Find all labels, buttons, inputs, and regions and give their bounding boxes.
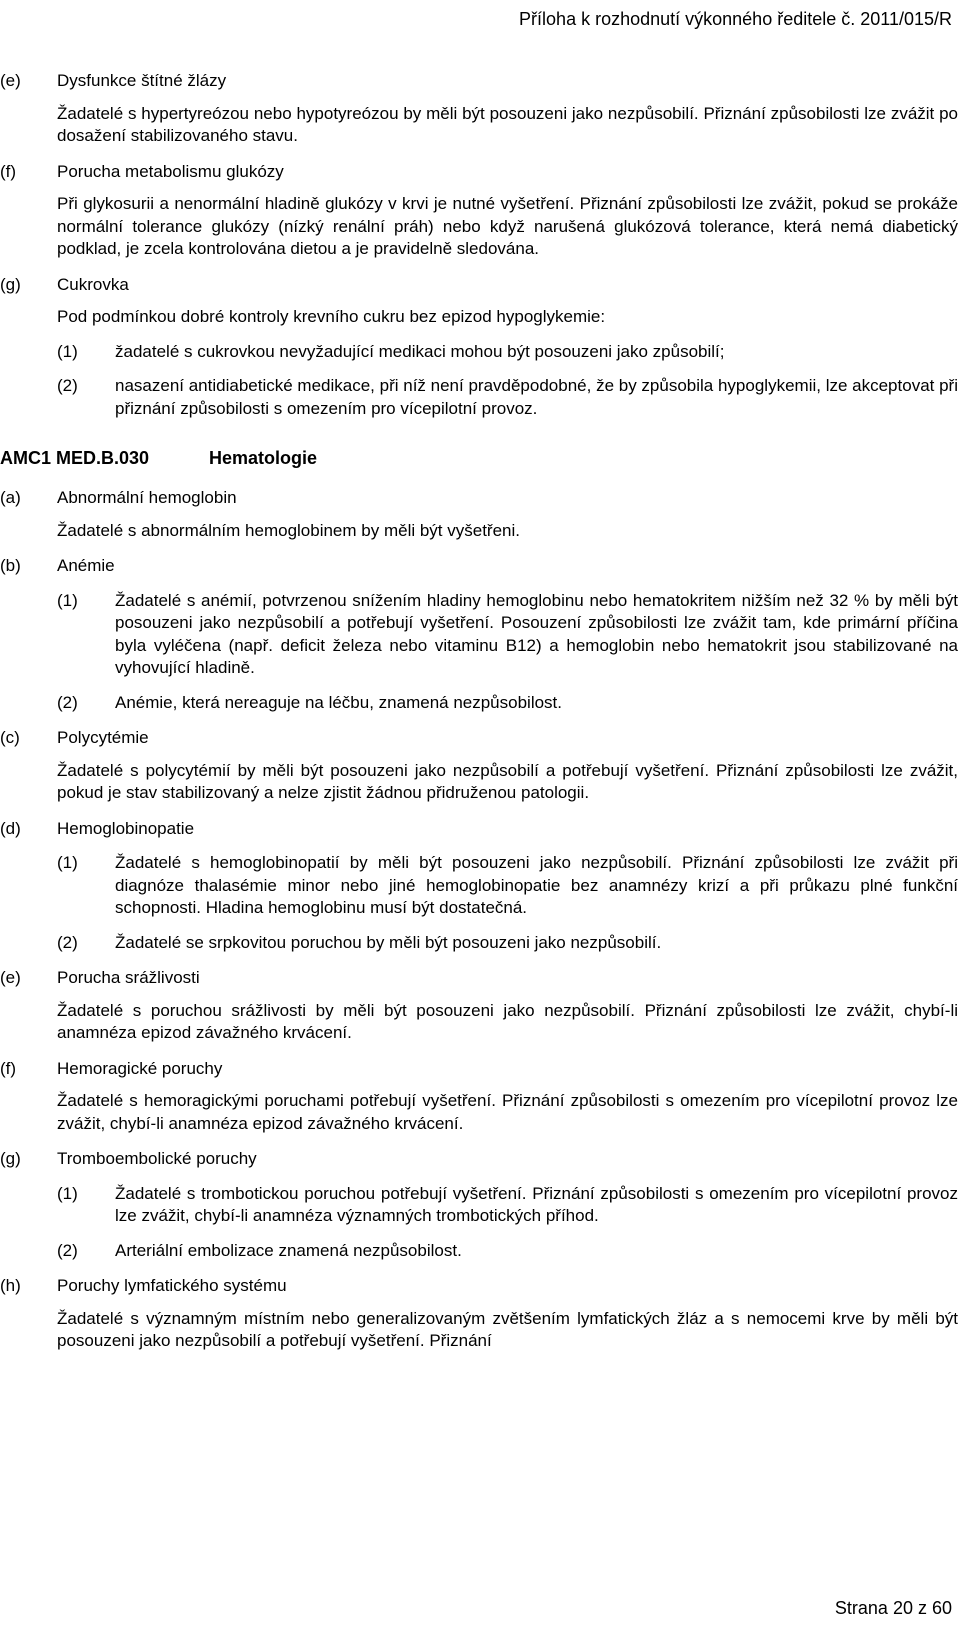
list-item-number: (1) — [57, 341, 78, 361]
amc-title: Hematologie — [209, 448, 318, 468]
section — [0, 70, 960, 148]
list-item-number: (2) — [57, 692, 78, 712]
section — [0, 727, 960, 805]
section-title: Dysfunkce štítné žlázy — [57, 71, 227, 90]
section-letter: (c) — [0, 728, 20, 747]
page-footer: Strana 20 z 60 — [834, 1598, 952, 1618]
page-header: Příloha k rozhodnutí výkonného ředitele č. 2011/015/R — [519, 9, 952, 29]
list-item-text: Žadatelé s anémií, potvrzenou snížením hladiny hemoglobinu nebo hematokritem nižším než 32 % by měli být posouzeni jako nezpůsobilí a potřebují vyšetření. Posouzení způsobilosti lze zvážit tam, kde primární příčina byla vyléčena (např. deficit železa nebo vitaminu B12) a hemoglobin nebo hematokrit jsou stabilizované na vyhovující hladině. — [115, 590, 958, 677]
list-item — [57, 341, 960, 364]
paragraph: Žadatelé s abnormálním hemoglobinem by měli být vyšetřeni. — [57, 520, 520, 540]
list-item-text: nasazení antidiabetické medikace, při níž není pravděpodobné, že by způsobila hypoglykemii, lze akceptovat při přiznání způsobilosti s omezením pro vícepilotní provoz. — [115, 376, 958, 418]
section — [0, 1058, 960, 1136]
section — [0, 161, 960, 261]
paragraph: Pod podmínkou dobré kontroly krevního cukru bez epizod hypoglykemie: — [57, 307, 606, 326]
section-title: Hemoglobinopatie — [57, 818, 195, 838]
section-title: Tromboembolické poruchy — [57, 1149, 257, 1168]
section — [0, 1275, 960, 1353]
list-item — [57, 852, 960, 920]
section-letter: (g) — [0, 274, 21, 294]
list-item — [57, 692, 960, 715]
section-letter: (e) — [0, 71, 21, 90]
list-item-text: Arteriální embolizace znamená nezpůsobilost. — [115, 1240, 462, 1260]
section-title: Porucha metabolismu glukózy — [57, 161, 284, 181]
list-item-number: (2) — [57, 376, 78, 395]
section — [0, 1148, 960, 1262]
list-item — [57, 375, 960, 420]
paragraph: Žadatelé s významným místním nebo generalizovaným zvětšením lymfatických žláz a s nemocemi krve by měli být posouzeni jako nezpůsobilí a potřebují vyšetření. Přiznání — [57, 1308, 958, 1350]
list-item-text: Žadatelé s hemoglobinopatií by měli být posouzeni jako nezpůsobilí. Přiznání způsobilosti lze zvážit při diagnóze thalasémie minor nebo jiné hemoglobinopatie bez anamnézy krizí a při průkazu plné funkční schopnosti. Hladina hemoglobinu musí být dostatečná. — [115, 853, 958, 917]
section-title: Polycytémie — [57, 728, 149, 747]
sections-bottom — [0, 487, 960, 1353]
section-title: Cukrovka — [57, 274, 129, 294]
list-item — [57, 1240, 960, 1263]
list-item — [57, 1183, 960, 1228]
document-body — [0, 70, 960, 1366]
list-item — [57, 932, 960, 955]
list-item-text: žadatelé s cukrovkou nevyžadující medikaci mohou být posouzeni jako způsobilí; — [115, 341, 725, 361]
amc-heading — [0, 446, 960, 470]
section-letter: (b) — [0, 556, 21, 575]
section — [0, 967, 960, 1045]
section-letter: (f) — [0, 1058, 17, 1078]
paragraph: Žadatelé s polycytémií by měli být posouzeni jako nezpůsobilí a potřebují vyšetření. Přiznání způsobilosti lze zvážit, pokud je stav stabilizovaný a nelze zjistit žádnou přidruženou patologii. — [57, 760, 958, 802]
section-title: Hemoragické poruchy — [57, 1058, 223, 1078]
list-item-number: (2) — [57, 1240, 78, 1260]
section — [0, 274, 960, 421]
list-item-text: Žadatelé s trombotickou poruchou potřebují vyšetření. Přiznání způsobilosti s omezením pro vícepilotní provoz lze zvážit, chybí-li anamnéza významných trombotických příhod. — [115, 1183, 958, 1225]
list-item-text: Anémie, která nereaguje na léčbu, znamená nezpůsobilost. — [115, 692, 563, 712]
section — [0, 818, 960, 955]
list-item-text: Žadatelé se srpkovitou poruchou by měli být posouzeni jako nezpůsobilí. — [115, 932, 662, 952]
section-title: Poruchy lymfatického systému — [57, 1276, 287, 1295]
list-item-number: (1) — [57, 1183, 78, 1203]
section — [0, 487, 960, 542]
list-item-number: (1) — [57, 590, 78, 610]
section-letter: (a) — [0, 488, 21, 507]
section-letter: (e) — [0, 968, 21, 987]
section-letter: (g) — [0, 1149, 21, 1168]
section-letter: (f) — [0, 161, 17, 181]
section-letter: (h) — [0, 1276, 21, 1295]
list-item-number: (1) — [57, 853, 78, 872]
section-title: Anémie — [57, 556, 115, 575]
section-title: Abnormální hemoglobin — [57, 488, 237, 507]
paragraph: Při glykosurii a nenormální hladině glukózy v krvi je nutné vyšetření. Přiznání způsobilosti lze zvážit, pokud se prokáže normální tolerance glukózy (nízký renální práh) nebo když narušená glukózová tolerance, která nemá diabetický podklad, je zcela kontrolována dietou a je pravidelně sledována. — [57, 194, 958, 258]
paragraph: Žadatelé s hypertyreózou nebo hypotyreózou by měli být posouzeni jako nezpůsobilí. Přiznání způsobilosti lze zvážit po dosažení stabilizovaného stavu. — [57, 103, 958, 145]
paragraph: Žadatelé s poruchou srážlivosti by měli být posouzeni jako nezpůsobilí. Přiznání způsobilosti lze zvážit, chybí-li anamnéza epizod závažného krvácení. — [57, 1000, 958, 1042]
section-title: Porucha srážlivosti — [57, 968, 200, 987]
list-item — [57, 590, 960, 680]
list-item-number: (2) — [57, 932, 78, 952]
amc-code: AMC1 MED.B.030 — [0, 448, 150, 468]
section-letter: (d) — [0, 818, 21, 838]
section — [0, 555, 960, 714]
sections-top — [0, 70, 960, 420]
paragraph: Žadatelé s hemoragickými poruchami potřebují vyšetření. Přiznání způsobilosti s omezením pro vícepilotní provoz lze zvážit, chybí-li anamnéza epizod závažného krvácení. — [57, 1091, 958, 1133]
